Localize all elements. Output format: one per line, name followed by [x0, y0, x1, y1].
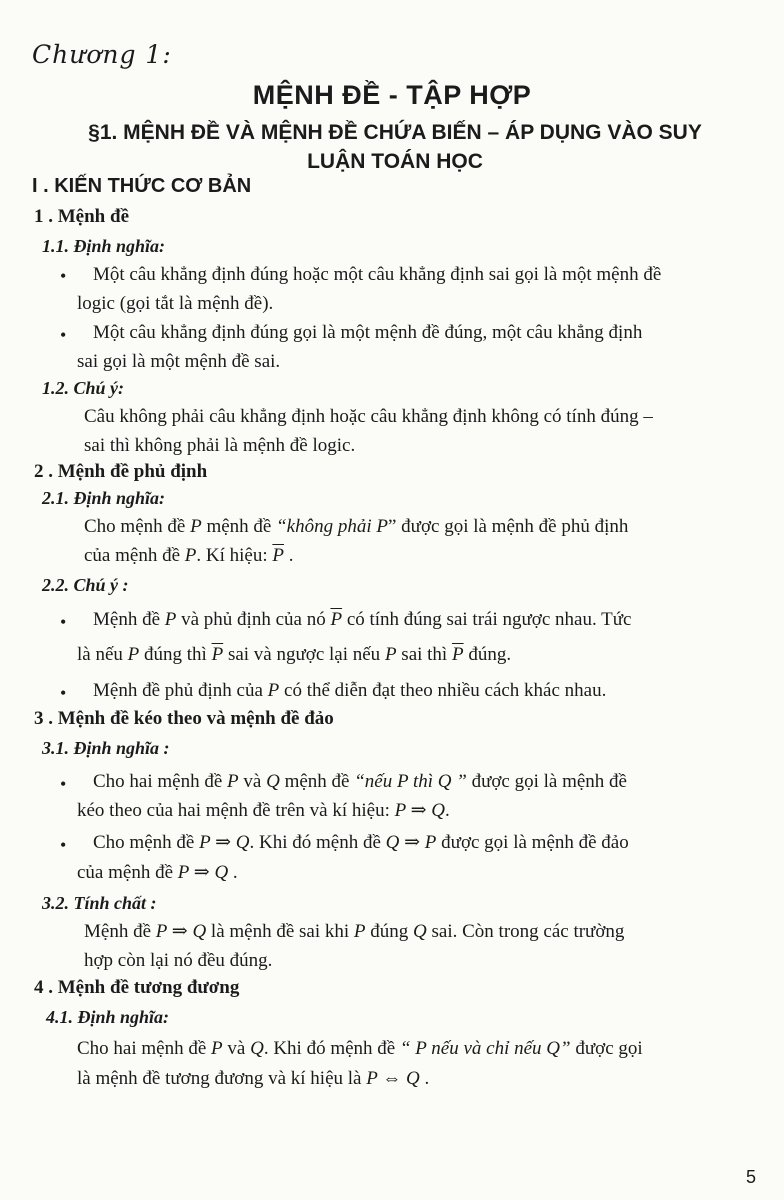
heading-1: 1 . Mệnh đề: [34, 206, 129, 227]
math-p: P: [190, 516, 202, 537]
math-q: Q: [266, 771, 280, 792]
text-fragment: của mệnh đề: [84, 545, 181, 566]
quote-text: “không phải: [276, 516, 372, 537]
bullet-icon: •: [60, 612, 67, 632]
text-3-1-b1-l2: [77, 796, 450, 825]
math-p: P: [376, 516, 388, 537]
heading-2: 2 . Mệnh đề phủ định: [34, 461, 208, 482]
text-fragment: được gọi: [575, 1038, 643, 1059]
text-2-2-b2: [93, 676, 606, 705]
text-4-1-l1: [77, 1034, 643, 1063]
text-fragment: Mệnh đề phủ định của: [93, 680, 263, 701]
text-1-1-b2-l1: Một câu khẳng định đúng gọi là một mệnh đề đúng, một câu khẳng định: [93, 322, 643, 343]
text-fragment: . Khi đó mệnh đề: [249, 832, 381, 853]
text-1-1-b2-l2: sai gọi là một mệnh đề sai.: [77, 351, 281, 372]
bullet-icon: •: [60, 325, 67, 345]
text-fragment: . Khi đó mệnh đề: [263, 1038, 396, 1059]
quote-text: “ P nếu và chỉ nếu Q”: [399, 1038, 571, 1059]
text-3-2-l2: hợp còn lại nó đều đúng.: [84, 950, 273, 971]
math-p-negation: $\overline{P}$: [451, 644, 464, 665]
text-2-2-b1-l2: [77, 640, 511, 669]
text-3-2-l1: [84, 917, 624, 946]
page-number: 5: [745, 1167, 756, 1187]
text-fragment: .: [288, 545, 294, 566]
bullet-icon: •: [60, 835, 67, 855]
math-equivalence: P ⇔ Q: [366, 1068, 420, 1089]
text-fragment: mệnh đề: [206, 516, 272, 537]
text-fragment: Mệnh đề: [84, 921, 152, 942]
text-2-1-l2: [84, 541, 293, 570]
math-q: Q: [413, 921, 427, 942]
math-implication: P ⇒ Q: [155, 921, 207, 942]
bullet-icon: •: [60, 266, 67, 286]
math-p: P: [384, 644, 397, 665]
text-fragment: đúng.: [468, 644, 512, 665]
math-q: Q: [250, 1038, 264, 1059]
text-2-2-b1-l1: [93, 605, 631, 634]
text-fragment: được gọi là mệnh đề đảo: [441, 832, 629, 853]
text-1-1-b1-l2: logic (gọi tắt là mệnh đề).: [77, 293, 274, 314]
math-implication: P ⇒ Q: [394, 800, 446, 821]
quote-text: “nếu P thì Q ”: [354, 771, 467, 792]
text-fragment: . Kí hiệu:: [196, 545, 268, 566]
text-4-1-l2: [77, 1064, 429, 1093]
math-p: P: [211, 1038, 223, 1059]
text-fragment: đúng: [370, 921, 409, 942]
section-title: [30, 118, 760, 176]
math-p-negation: $\overline{P}$: [330, 609, 343, 630]
text-fragment: Cho hai mệnh đề: [77, 1038, 207, 1059]
text-1-2-l1: Câu không phải câu khẳng định hoặc câu khẳng định không có tính đúng –: [84, 406, 653, 427]
page-title: MỆNH ĐỀ - TẬP HỢP: [252, 80, 532, 110]
label-4-1: 4.1. Định nghĩa:: [46, 1007, 170, 1027]
text-fragment: và phủ định của nó: [181, 609, 326, 630]
math-p-negation: $\overline{P}$: [272, 545, 284, 566]
label-2-1: 2.1. Định nghĩa:: [42, 488, 166, 508]
text-fragment: .: [424, 1068, 430, 1089]
text-fragment: sai. Còn trong các trường: [431, 921, 625, 942]
text-fragment: của mệnh đề: [77, 862, 174, 883]
text-2-1-l1: [84, 512, 628, 541]
math-p: P: [127, 644, 140, 665]
math-converse: Q ⇒ P: [385, 832, 437, 853]
text-fragment: Mệnh đề: [93, 609, 161, 630]
bullet-icon: •: [60, 774, 67, 794]
label-2-2: 2.2. Chú ý :: [42, 575, 129, 595]
text-fragment: ” được gọi là mệnh đề phủ định: [387, 516, 629, 537]
part-heading: I . KIẾN THỨC CƠ BẢN: [32, 175, 252, 197]
text-fragment: mệnh đề: [284, 771, 350, 792]
label-3-2: 3.2. Tính chất :: [42, 893, 157, 913]
label-3-1: 3.1. Định nghĩa :: [42, 738, 170, 758]
math-implication: P ⇒ Q: [177, 862, 229, 883]
text-fragment: .: [232, 862, 238, 883]
section-title-line-1: §1. MỆNH ĐỀ VÀ MỆNH ĐỀ CHỨA BIẾN – ÁP DỤNG VÀO SUY: [88, 121, 702, 144]
bullet-icon: •: [60, 683, 67, 703]
text-fragment: có thể diễn đạt theo nhiều cách khác nhau.: [284, 680, 607, 701]
text-fragment: .: [445, 800, 450, 821]
label-1-2: 1.2. Chú ý:: [42, 378, 125, 398]
text-fragment: và: [243, 771, 262, 792]
text-fragment: là nếu: [77, 644, 123, 665]
text-3-1-b2-l2: [77, 858, 238, 887]
label-1-1: 1.1. Định nghĩa:: [42, 236, 166, 256]
math-p: P: [184, 545, 197, 566]
math-p: P: [164, 609, 177, 630]
math-p: P: [227, 771, 239, 792]
math-p: P: [353, 921, 366, 942]
heading-3: 3 . Mệnh đề kéo theo và mệnh đề đảo: [34, 708, 334, 729]
text-fragment: có tính đúng sai trái ngược nhau. Tức: [346, 609, 632, 630]
text-fragment: sai và ngược lại nếu: [227, 644, 381, 665]
text-fragment: kéo theo của hai mệnh đề trên và kí hiệu:: [77, 800, 390, 821]
text-1-1-b1-l1: Một câu khẳng định đúng hoặc một câu khẳng định sai gọi là một mệnh đề: [93, 264, 662, 285]
section-title-line-2: LUẬN TOÁN HỌC: [307, 150, 483, 173]
text-fragment: Cho hai mệnh đề: [93, 771, 223, 792]
text-fragment: sai thì: [401, 644, 448, 665]
math-p: P: [267, 680, 280, 701]
text-fragment: Cho mệnh đề: [93, 832, 195, 853]
text-fragment: là mệnh đề tương đương và kí hiệu là: [77, 1068, 362, 1089]
text-fragment: đúng thì: [144, 644, 207, 665]
text-fragment: và: [227, 1038, 246, 1059]
text-fragment: là mệnh đề sai khi: [210, 921, 350, 942]
math-implication: P ⇒ Q: [199, 832, 250, 853]
math-p-negation: $\overline{P}$: [211, 644, 224, 665]
text-fragment: Cho mệnh đề: [84, 516, 186, 537]
text-3-1-b1-l1: [93, 767, 627, 796]
chapter-label: Chương 1:: [32, 40, 172, 69]
text-3-1-b2-l1: [93, 828, 629, 857]
heading-4: 4 . Mệnh đề tương đương: [34, 977, 240, 998]
text-1-2-l2: sai thì không phải là mệnh đề logic.: [84, 435, 356, 456]
text-fragment: được gọi là mệnh đề: [471, 771, 627, 792]
